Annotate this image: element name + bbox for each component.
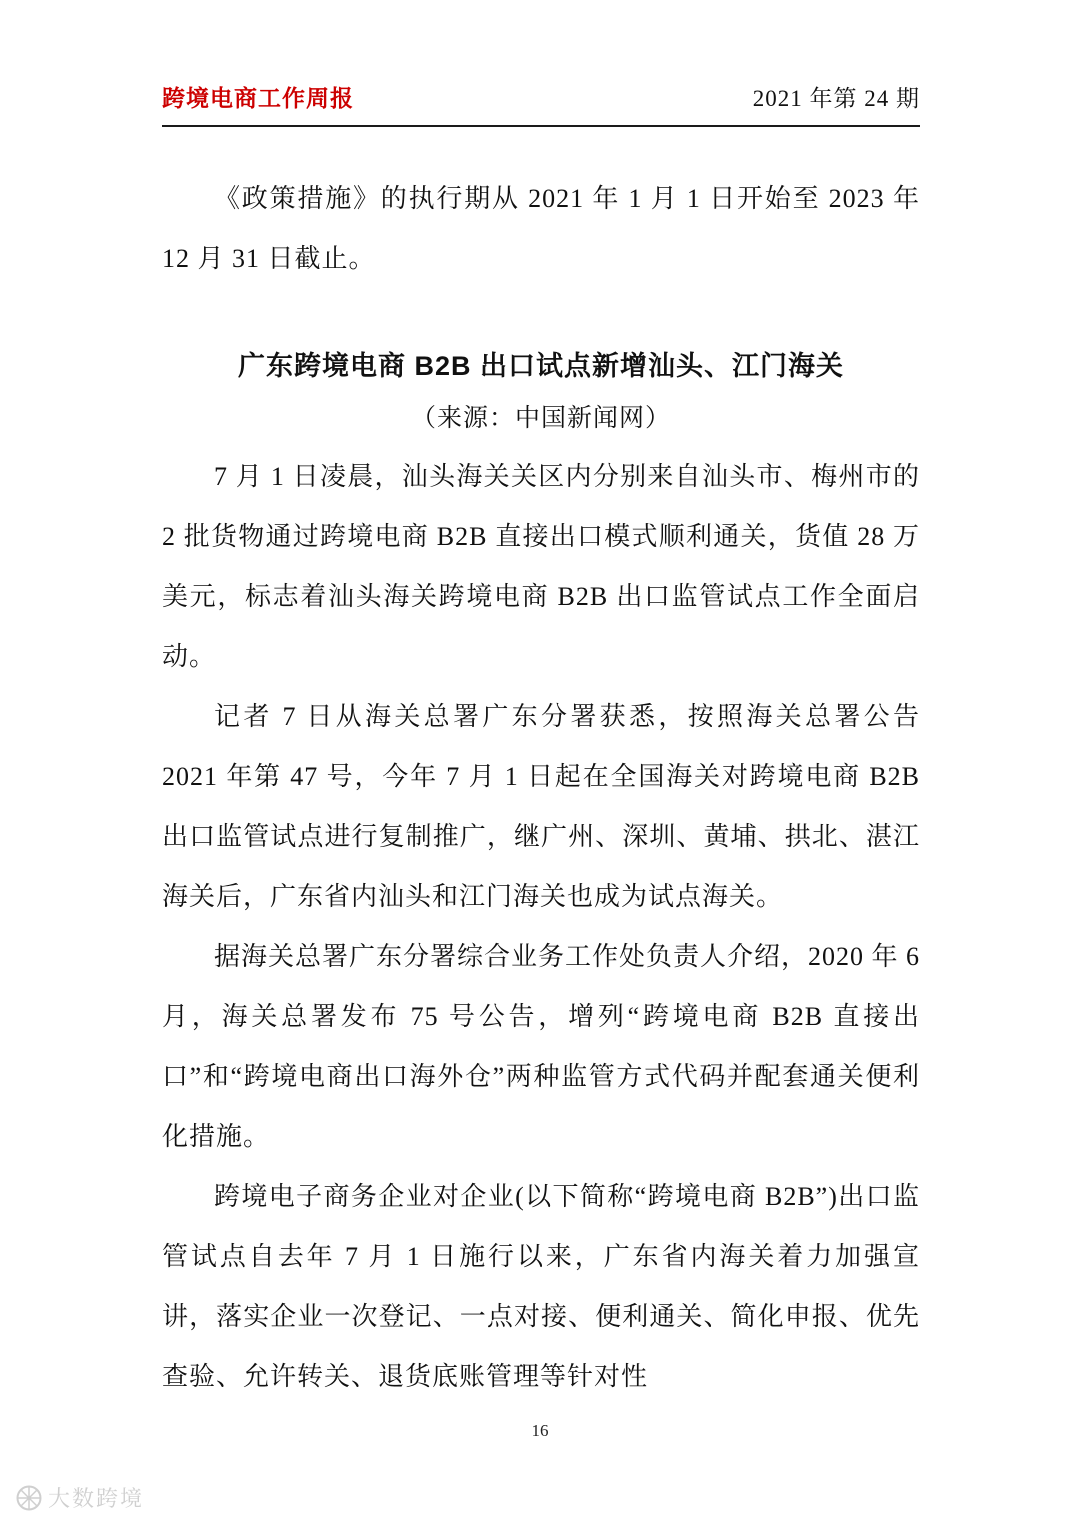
issue-number: 2021 年第 24 期 bbox=[752, 86, 920, 111]
article-paragraph: 7 月 1 日凌晨，汕头海关关区内分别来自汕头市、梅州市的 2 批货物通过跨境电商 B2B 直接出口模式顺利通关，货值 28 万美元，标志着汕头海关跨境电商 B2B 出口监管试点工作全面启动。 bbox=[162, 462, 920, 671]
article-paragraph: 据海关总署广东分署综合业务工作处负责人介绍，2020 年 6 月，海关总署发布 75 号公告，增列“跨境电商 B2B 直接出口”和“跨境电商出口海外仓”两种监管方式代码并配套通关便利化措施。 bbox=[162, 942, 921, 1151]
page-number: 16 bbox=[531, 1421, 549, 1440]
watermark bbox=[16, 1482, 144, 1513]
article-paragraph: 跨境电子商务企业对企业(以下简称“跨境电商 B2B”)出口监管试点自去年 7 月 1 日施行以来，广东省内海关着力加强宣讲，落实企业一次登记、一点对接、便利通关、简化申报、优先查验、允许转关、退货底账管理等针对性 bbox=[162, 1182, 920, 1391]
intro-paragraph: 《政策措施》的执行期从 2021 年 1 月 1 日开始至 2023 年 12 月 31 日截止。 bbox=[162, 184, 920, 273]
article-paragraph: 记者 7 日从海关总署广东分署获悉，按照海关总署公告 2021 年第 47 号，今年 7 月 1 日起在全国海关对跨境电商 B2B 出口监管试点进行复制推广，继广州、深圳、黄埔、拱北、湛江海关后，广东省内汕头和江门海关也成为试点海关。 bbox=[162, 702, 920, 911]
report-title: 跨境电商工作周报 bbox=[162, 85, 354, 111]
watermark-label: 大数跨境 bbox=[48, 1486, 145, 1511]
page-header bbox=[162, 0, 920, 127]
watermark-logo-icon bbox=[16, 1485, 42, 1511]
document-body bbox=[162, 169, 920, 1407]
article-heading: 广东跨境电商 B2B 出口试点新增汕头、江门海关 bbox=[237, 351, 844, 381]
article-source: （来源：中国新闻网） bbox=[410, 405, 671, 432]
